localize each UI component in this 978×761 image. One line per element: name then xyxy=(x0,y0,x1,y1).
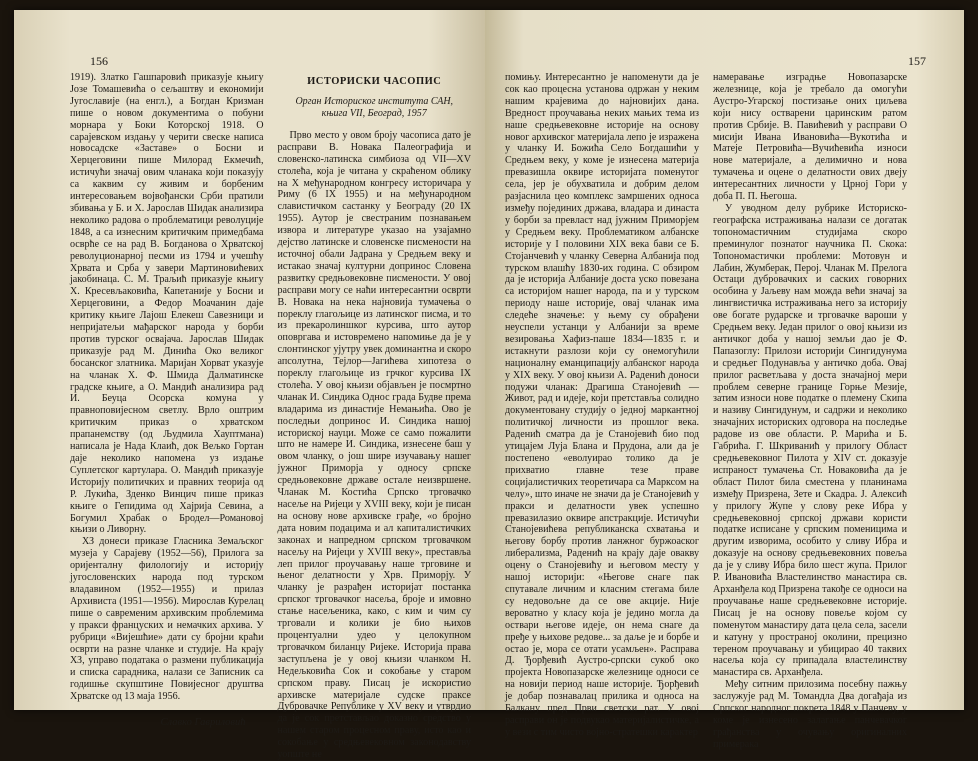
subtitle-line-1: Орган Историског института САН, xyxy=(295,95,454,107)
section-subtitle xyxy=(278,96,472,120)
right-column-2 xyxy=(713,72,907,750)
left-page xyxy=(14,10,485,761)
signature: Славко Гавриловић xyxy=(160,717,246,729)
paragraph: намеравање изградње Новопазарске железнице, која је требало да омогући Аустро-Угарској постизање оних циљева који нису остварени царинским ратом против Србије. В. Павићевић у расправи О мисији Ивана Ивановића—Вукотића и Матеје Петровића—Вучићевића износи нове материјале, а делимично и нова тумачења и оцене о делатности ових двеју интересантних личности у Црној Гори у доба П. П. Његоша. xyxy=(713,72,907,203)
left-page-columns xyxy=(70,72,471,761)
paragraph: помињу. Интересантно је напоменути да је сок као процесна установа одржан у неким нашим крајевима до најновијих дана. Вредност проучавања неких мањих тема из наше средњевековне историје на основу новог архивског материјала лепо је изражена у чланку И. Божића Село Богдашићи у Средњем веку, у коме је изнесена материја превазишла оквире историјата поменутог села, јер је обухватила и добрим делом разјаснила цео комплекс замршених односа између појединих држава, владара и династа у борби за превласт над јужним Приморјем у Средњем веку. Проблематиком албанске историје у I половини XIX века бави се Б. Стојанчевић у чланку Северна Албанија под турском влашћу 1830-их година. С обзиром да је историја Албаније доста уско повезана са историјом нашег народа, па и у турском периоду наше историје, овај чланак има следеће значење: у њему су обрађени неуспели устанци у Албанији за време везировања Хафиз-паше 1834—1835 г. и истакнути разлози који су онемогућили националну еманципацију албанског народа у XIX веку. У овој књизи А. Раденић доноси подужи чланак: Драгиша Станојевић — Живот, рад и идеје, који претставља солидно документовану студију о једној маркантној политичкој личности из прошлог века. Раденић сматра да је Станојевић био под утицајем Луја Блана и Прудона, али да је постепено «еволуирао толико да је прихватио главне тезе праве социјалистичких теоретичара са Марксом на челу», што иначе не значи да је Станојевић у пракси и делатности увек успешно превазилазио оквире апстракције. Истичући Станојевићева републиканска схватања и његову борбу против ланжног буржоаског либерализма, Раденић на крају даје овакву оцену о Станојевићу и његовом месту у нашој историји: «Његове снаге пак спутавале личним и класним стегама биле су недовољне да се ове акције. Није вероватно у класу која је једино могла да оствари његове идеје, он нема снаге да пређе у њихове редове... за даље је и борбе и остао је, мора се отати усамљен». Расправа Д. Ђорђевић Аустро-српски сукоб око пројекта Новопазарске железнице односи се на новији период наше историје. Ђорђевић је добар познавалац прилика и односа на Балкану пред Први светски рат. У овој расправи он је подвукао материјалистичке, а у вези с тим чисто војно-стратешки карактер xyxy=(505,72,699,738)
right-column-1 xyxy=(505,72,699,738)
page-number-right: 157 xyxy=(908,54,926,68)
paragraph: 1919). Златко Гашпаровић приказује књигу Јозе Томашевића о сељаштву и економији Југославије (на енгл.), а Богдан Кризман пише о новом документима о побуни морнара у Боки Которској 1918. О сарајевском издању у черити свеске написа новосадске «Заставе» о Босни и Херцеговини пише Милорад Екмечић, истичући значај овим чланака који показују са каквим су живим и борбеним интересовањем војвођански Срби пратили збивања у Б. и Х. Јарослав Шидак анализира неколико радова о проблематици револуције 1848, а са изнесним критичким примедбама осврће се на рад В. Богданова о Хрватској револуционарној песми из 1794 и учешћу Хрвата и Срба у завери Мартиновићевих јакобинаца. С. М. Траљић приказује књигу Х. Кресевљаковића, Капетаније у Босни и Херцеговини, а Федор Моачанин даје критику књиге Лајош Елекеш Савезници и непријатељи мађарског народа у борби против турског освајача. Јарослав Шидак приказује рад М. Динића Око великог босанског златника. Маријан Хорват указује на чланак Х. Ф. Шмида Далматинске градске књиге, а О. Мандић анализира рад И. Беуца Осорска комуна у правноповијесном светлу. Врло оштрим критичким приказ о хрватском прапанемству (од Људмила Хауптмана) написала је Нада Клаић, док Вељко Гортан даје неколико напомена уз издање Суплетског картулара. О. Мандић приказује Историју политичких и правних теорија од Р. Лукића, Зденко Винцич пише приказ књиге о Гепидима од Хајрија Севина, а Богумил Храбак о Бродел—Романовој књизи о Ливорну. xyxy=(70,72,264,536)
book-spread xyxy=(14,10,964,761)
subtitle-line-2: књига VII, Београд, 1957 xyxy=(321,107,427,119)
paragraph: ХЗ донеси приказе Гласника Земаљског музеја у Сарајеву (1952—56), Прилога за оријенталну филологију и историју југословенских народа под турском владавином (1952—1955) и прилаз Архивиста (1951—1956). Мирослав Курелац пише о савременим архивским проблемима у пракси француских и немачких архива. У рубрици «Вијешћие» дати су бројни краћи осврти на разне чланке и студије. На крају ХЗ, управо података о размени публикација и списка сарадника, налази се Записник са годишње скупштине Повијесног друштва Хрватске од 13 маја 1956. xyxy=(70,536,264,703)
right-page-columns xyxy=(505,72,944,750)
right-page xyxy=(485,10,964,750)
left-column-2 xyxy=(277,72,472,761)
page-number-left: 156 xyxy=(90,54,108,68)
paragraph: У уводном делу рубрике Историско-географска истраживања налази се догатак топономастичним студијама скоро преминулог познатог научника П. Скока: Топономастички проблеми: Мотовун и Лабин, Жумберак, Перој. Чланак М. Прелога Остаци дубровачких и саских говорних особина у Јаљеву нам можда већи значај за лингвистичка истраживања него за историју ове богате рударске и трговачке вароши у Средњем веку. Један прилог о овој књизи из античког доба у нашој земљи дао је Ф. Папазоглу: Прилози историји Сингидунума и средњег Подунавља у античко доба. Овај прилог расветљава у доста значајној мери проблем северне границе Горње Мезије, затим износи нове податке о племену Скипа и називу Сингидунум, и садржи и неколико значајних историских одговора на последње радове из ове области. Р. Марића и Б. Габрића. Г. Шкриванић у прилогу Област средњевековног Пилота у XIV ст. доказује испраност тумачења Ст. Новаковића да је област Пилот била сместена у планинама између Призрена, Зете и Скадра. Ј. Алексић у прилогу Жупе у слову реке Ибра у средњевековној српској држави користи податке исписане у српским поменицима и другим изворима, особито у сливу Ибра и доказује на основу средњевековних повеља да је у сливу Ибра било шест жупа. Прилог Р. Ивановића Властелинство манастира св. Арханђела код Призрена такође се односи на проучавање наше средњевековне историје. Писац је на основу повеље којом су поменутом манастиру дата цела села, засели и катуну у пространој околини, прецизно тереном проучавању и убицирао 40 таквих насеља која су припадала властелинству манастира св. Арханђела. xyxy=(713,202,907,679)
section-heading: ИСТОРИСКИ ЧАСОПИС xyxy=(307,76,442,87)
paragraph: Међу ситним прилозима посебну пажњу заслужује рад М. Томандла Два догађаја из Српског народног покрета 1848 у Панчеву, у коме је изнесено залагање панчевачког грађанства у очувању оригиналних примерака xyxy=(713,679,907,750)
left-column-1 xyxy=(70,72,264,729)
paragraph: Прво место у овом броју часописа дато је расправи В. Новака Палеографија и словенско-латинска симбиоза од VII—XV столећа, која је читана у скраћеном облику на Х међународном конгресу историчара у Риму (6 IX 1955) и на међународном славистичком састанку у Београду (20 IX 1955). Аутор је свестраним познавањем извора и литературе указао на узајамно дејство латинске и словенске писмености на источној обали Јадрана у Средњем веку и истакао значај културни допринос Словена развитку средњовековне писмености. У овој расправи могу се наћи интересантни осврти В. Новака на нека најновија тумачења о пореклу глагољице из латинског писма, и то из прекарoлиншког курсива, што аутор оповргава и истовремено напомиње да је у слонтинског ујутру увек доминантна и скоро апсолутна, Тејлор—Јагићева хипотеза о пореклу глагољице из грчког курсива IX столећа. У овој књизи објављен је посмртно чланак И. Синдика Однос града Будве према владарима из династије Немањића. Ово је последњи допринос И. Синдика нашој историској науци. Може се само пожалити што не намере И. Синдика, изнесене баш у овом чланку, о још шире изучавању нашег јужног Приморја у односу српске средњовековне државе остале неизвршене. Чланак М. Костића Српско трговачко насеље на Ријеци у XVIII веку, који је писан на основу нове архивске грађе, «о бројно дата новим подацима и ал капиталистичких законах и напредном српском трговачком насељу на Ријеци у XVIII веку», преставља леп прилог проучавању наше трговине и њеног делатности у Хрв. Приморју. У чланку је разрађен историјат постанка српског трговачког насеља, броје и имовно стање насељеника, како, с ким и чим су трговали и колики је био њихов процентуални удео у целокупном трговачком биланцу Ријеке. Историја права заступљена је у овој књизи чланком Н. Недељковића Сок и сокобање у старом српском праву. Писац је искористио архивске материјале судске праксе Дубровачке Републике у XV веку и утврдио да је сок претстављао доказно средство у нашем старом процесном праву, исто као и сокобање у средњевековном законодавству уопште не xyxy=(277,129,471,761)
